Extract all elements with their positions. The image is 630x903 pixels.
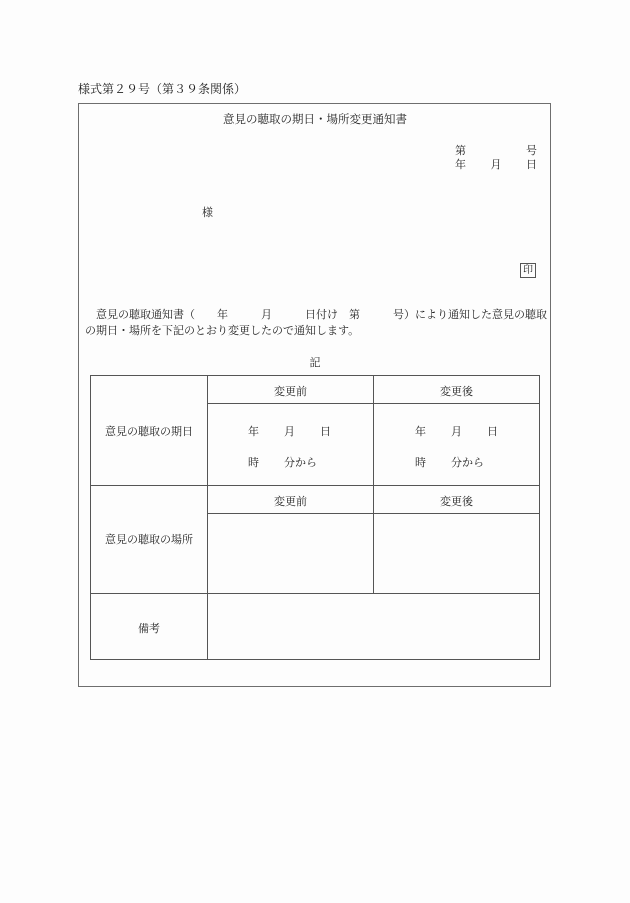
document-title: 意見の聴取の期日・場所変更通知書 (223, 112, 407, 126)
date-before-day: 日 (320, 425, 331, 438)
date-after-day: 日 (487, 425, 498, 438)
place-after-header: 変更後 (440, 495, 473, 508)
number-suffix: 号 (526, 144, 537, 157)
row-label-remarks: 備考 (138, 622, 160, 635)
place-after-field[interactable] (374, 514, 539, 593)
notice-body-line-1: 意見の聴取通知書（ 年 月 日付け 第 号）により通知した意見の聴取 (96, 308, 547, 321)
date-before-hour: 時 (248, 456, 259, 469)
form-number-label: 様式第２９号（第３９条関係） (78, 82, 247, 96)
date-before-time[interactable] (248, 454, 317, 470)
row-label-hearing-place: 意見の聴取の場所 (105, 533, 193, 546)
table-divider (91, 485, 539, 486)
date-after-year: 年 (415, 425, 426, 438)
table-divider (208, 403, 539, 404)
number-prefix: 第 (455, 144, 466, 157)
notice-body (85, 307, 547, 339)
addressee-honorific: 様 (202, 206, 213, 219)
place-before-header: 変更前 (274, 495, 307, 508)
date-after-minute: 分から (451, 456, 484, 469)
notice-body-line-2: の期日・場所を下記のとおり変更したので通知します。 (85, 324, 360, 337)
place-before-field[interactable] (208, 514, 373, 593)
date-after-time[interactable] (415, 454, 484, 470)
date-after-month: 月 (451, 425, 462, 438)
date-before-minute: 分から (284, 456, 317, 469)
date-before-month: 月 (284, 425, 295, 438)
ki-heading: 記 (309, 356, 321, 369)
date-after-ymd[interactable] (415, 423, 498, 439)
date-after-header: 変更後 (440, 385, 473, 398)
date-year: 年 (455, 158, 466, 171)
date-day: 日 (526, 158, 537, 171)
seal-icon: 印 (520, 263, 536, 278)
document-date (455, 156, 537, 172)
remarks-field[interactable] (208, 594, 539, 659)
date-month: 月 (490, 158, 502, 171)
date-after-hour: 時 (415, 456, 426, 469)
row-label-hearing-date: 意見の聴取の期日 (105, 425, 193, 438)
date-before-header: 変更前 (274, 385, 307, 398)
change-details-table (90, 375, 540, 660)
date-before-year: 年 (248, 425, 259, 438)
date-before-ymd[interactable] (248, 423, 331, 439)
